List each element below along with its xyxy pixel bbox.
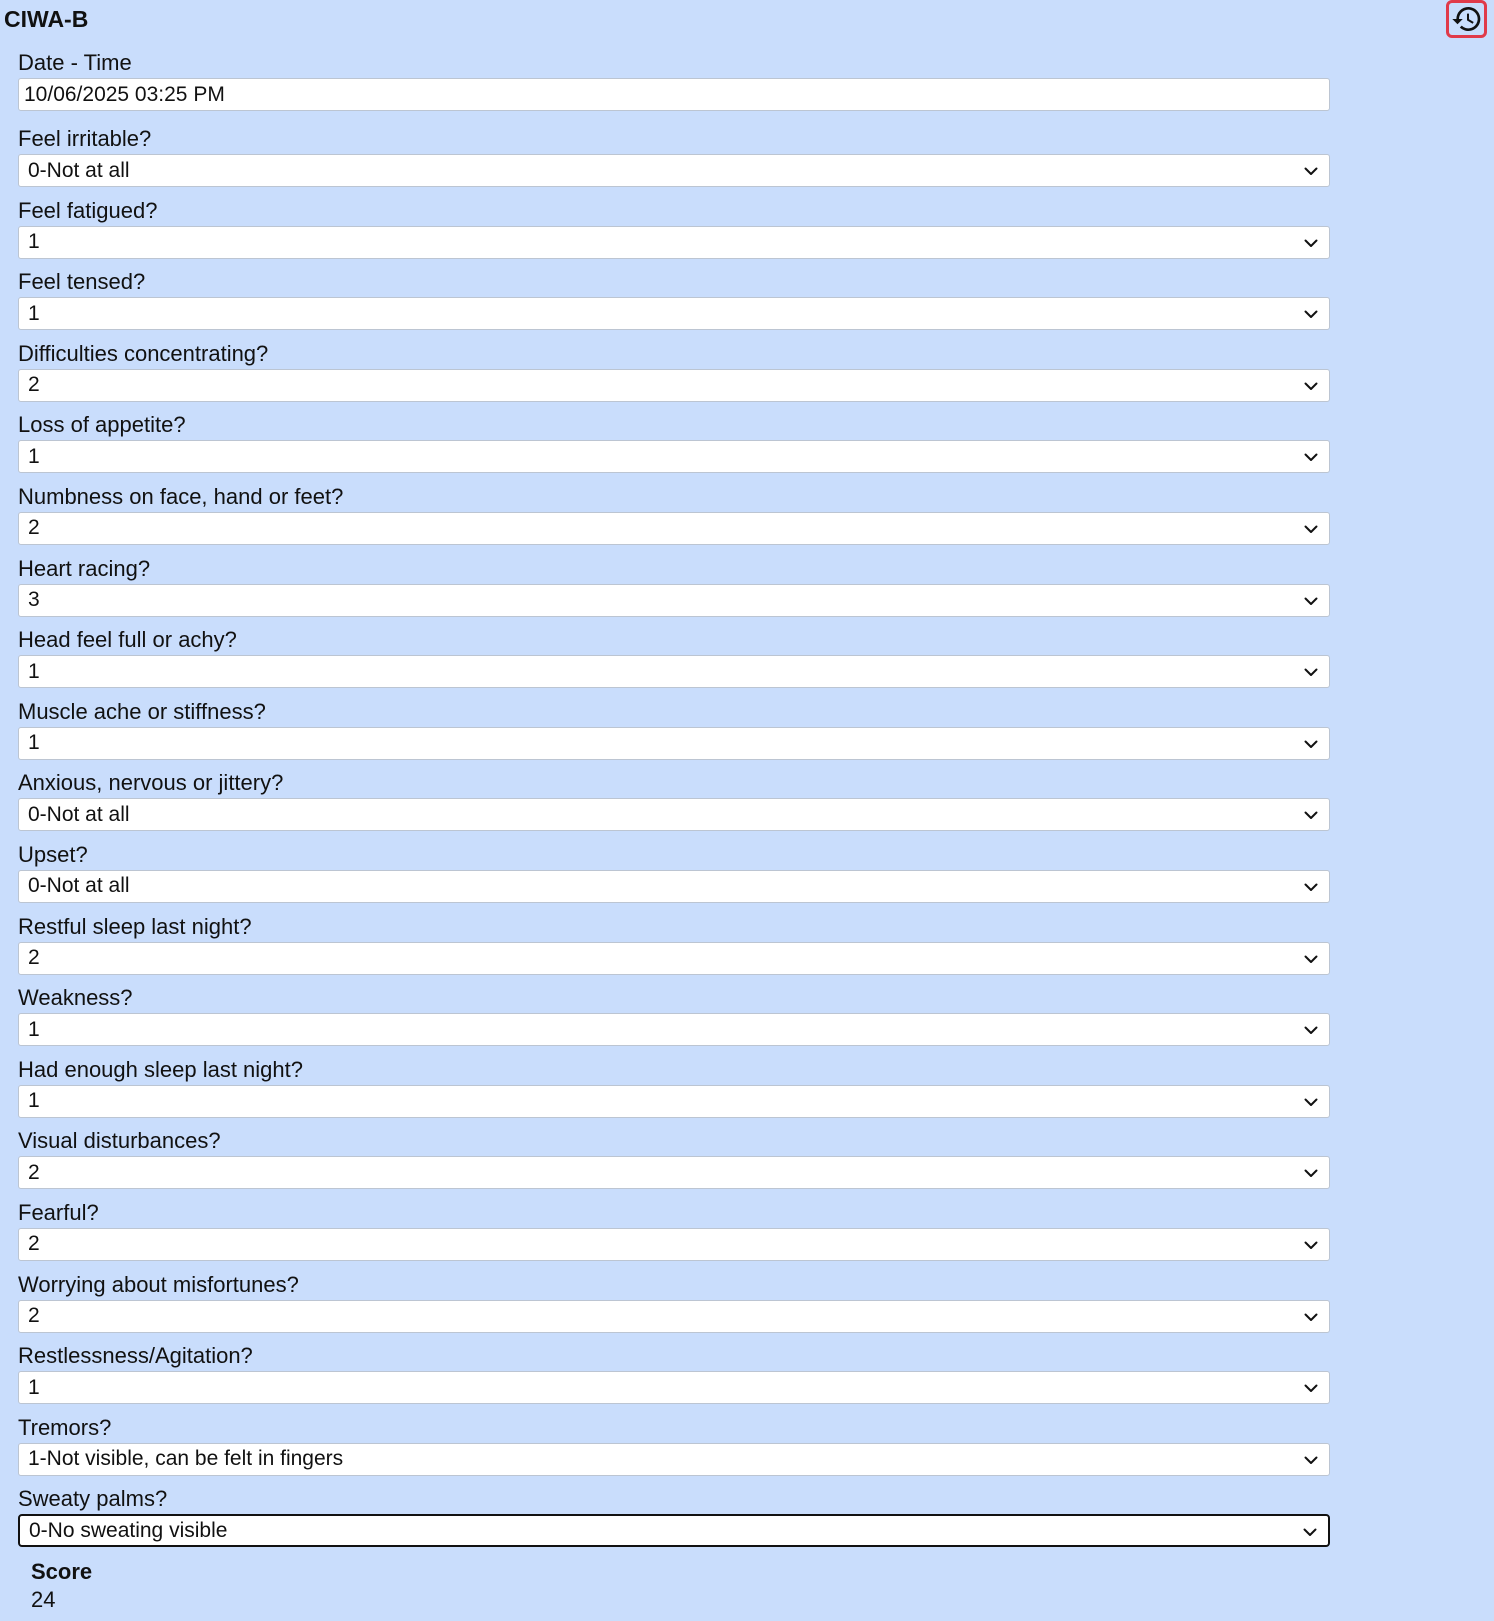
chevron-down-icon — [1303, 163, 1319, 179]
chevron-down-icon — [1303, 1237, 1319, 1253]
page-title: CIWA-B — [4, 6, 89, 32]
question-field-group — [18, 627, 1330, 699]
question-label: Sweaty palms? — [18, 1486, 168, 1512]
question-select[interactable] — [18, 727, 1330, 760]
chevron-down-icon — [1303, 1022, 1319, 1038]
question-label: Weakness? — [18, 985, 133, 1011]
chevron-down-icon — [1303, 1094, 1319, 1110]
question-field-group — [18, 412, 1330, 484]
question-selected-value: 2 — [28, 1232, 40, 1256]
chevron-down-icon — [1303, 664, 1319, 680]
question-selected-value: 1 — [28, 1017, 40, 1041]
chevron-down-icon — [1303, 306, 1319, 322]
question-label: Head feel full or achy? — [18, 627, 237, 653]
chevron-down-icon — [1303, 1380, 1319, 1396]
question-selected-value: 1 — [28, 731, 40, 755]
chevron-down-icon — [1303, 449, 1319, 465]
question-select[interactable] — [18, 1514, 1330, 1547]
question-select[interactable] — [18, 798, 1330, 831]
question-field-group — [18, 198, 1330, 270]
chevron-down-icon — [1303, 736, 1319, 752]
history-button[interactable] — [1446, 0, 1487, 38]
question-select[interactable] — [18, 226, 1330, 259]
chevron-down-icon — [1302, 1524, 1318, 1540]
question-select[interactable] — [18, 1371, 1330, 1404]
question-label: Numbness on face, hand or feet? — [18, 483, 344, 509]
datetime-input[interactable] — [18, 78, 1330, 111]
chevron-down-icon — [1303, 235, 1319, 251]
question-label: Restlessness/Agitation? — [18, 1343, 253, 1369]
question-selected-value: 0-No sweating visible — [29, 1518, 228, 1542]
question-select[interactable] — [18, 870, 1330, 903]
question-selected-value: 2 — [28, 373, 40, 397]
question-label: Worrying about misfortunes? — [18, 1271, 299, 1297]
question-select[interactable] — [18, 154, 1330, 187]
question-selected-value: 3 — [28, 588, 40, 612]
question-label: Restful sleep last night? — [18, 913, 252, 939]
question-field-group — [18, 484, 1330, 556]
question-label: Visual disturbances? — [18, 1128, 221, 1154]
question-field-group — [18, 1486, 1330, 1558]
question-selected-value: 1 — [28, 444, 40, 468]
question-selected-value: 1 — [28, 301, 40, 325]
chevron-down-icon — [1303, 879, 1319, 895]
question-selected-value: 2 — [28, 1160, 40, 1184]
question-field-group — [18, 1343, 1330, 1415]
score-value: 24 — [31, 1587, 56, 1612]
question-select[interactable] — [18, 1300, 1330, 1333]
question-field-group — [18, 699, 1330, 771]
question-label: Muscle ache or stiffness? — [18, 698, 266, 724]
question-field-group — [18, 985, 1330, 1057]
question-field-group — [18, 842, 1330, 914]
question-label: Had enough sleep last night? — [18, 1056, 303, 1082]
question-label: Loss of appetite? — [18, 412, 186, 438]
question-selected-value: 1-Not visible, can be felt in fingers — [28, 1447, 344, 1471]
chevron-down-icon — [1303, 1309, 1319, 1325]
question-select[interactable] — [18, 369, 1330, 402]
question-select[interactable] — [18, 1228, 1330, 1261]
question-selected-value: 2 — [28, 516, 40, 540]
question-label: Feel tensed? — [18, 269, 146, 295]
question-label: Tremors? — [18, 1414, 112, 1440]
chevron-down-icon — [1303, 593, 1319, 609]
question-selected-value: 0-Not at all — [28, 802, 130, 826]
question-field-group — [18, 770, 1330, 842]
question-selected-value: 1 — [28, 230, 40, 254]
question-selected-value: 2 — [28, 946, 40, 970]
datetime-label: Date - Time — [18, 50, 132, 75]
ciwa-b-form — [18, 50, 1330, 1558]
question-field-group — [18, 1200, 1330, 1272]
question-selected-value: 1 — [28, 659, 40, 683]
question-field-group — [18, 1415, 1330, 1487]
question-field-group — [18, 914, 1330, 986]
question-label: Difficulties concentrating? — [18, 340, 269, 366]
question-label: Anxious, nervous or jittery? — [18, 770, 284, 796]
chevron-down-icon — [1303, 1452, 1319, 1468]
chevron-down-icon — [1303, 521, 1319, 537]
question-select[interactable] — [18, 440, 1330, 473]
question-field-group — [18, 1128, 1330, 1200]
question-select[interactable] — [18, 942, 1330, 975]
question-selected-value: 1 — [28, 1089, 40, 1113]
history-icon — [1451, 3, 1483, 35]
chevron-down-icon — [1303, 1165, 1319, 1181]
question-select[interactable] — [18, 1156, 1330, 1189]
question-label: Heart racing? — [18, 555, 151, 581]
question-field-group — [18, 126, 1330, 198]
question-select[interactable] — [18, 584, 1330, 617]
question-select[interactable] — [18, 512, 1330, 545]
question-label: Fearful? — [18, 1199, 99, 1225]
score-label: Score — [31, 1559, 93, 1584]
question-label: Feel fatigued? — [18, 197, 158, 223]
question-field-group — [18, 1272, 1330, 1344]
datetime-value: 10/06/2025 03:25 PM — [24, 82, 225, 106]
question-field-group — [18, 1057, 1330, 1129]
question-selected-value: 0-Not at all — [28, 874, 130, 898]
question-select[interactable] — [18, 1013, 1330, 1046]
score-section — [31, 1558, 92, 1614]
chevron-down-icon — [1303, 951, 1319, 967]
question-select[interactable] — [18, 1443, 1330, 1476]
question-label: Upset? — [18, 841, 88, 867]
question-select[interactable] — [18, 297, 1330, 330]
chevron-down-icon — [1303, 807, 1319, 823]
question-field-group — [18, 556, 1330, 628]
chevron-down-icon — [1303, 378, 1319, 394]
datetime-field-group — [18, 50, 1330, 126]
question-select[interactable] — [18, 1085, 1330, 1118]
question-field-group — [18, 341, 1330, 413]
question-label: Feel irritable? — [18, 126, 152, 151]
question-selected-value: 2 — [28, 1304, 40, 1327]
question-select[interactable] — [18, 655, 1330, 688]
question-selected-value: 0-Not at all — [28, 158, 130, 182]
question-selected-value: 1 — [28, 1375, 40, 1399]
question-field-group — [18, 269, 1330, 341]
